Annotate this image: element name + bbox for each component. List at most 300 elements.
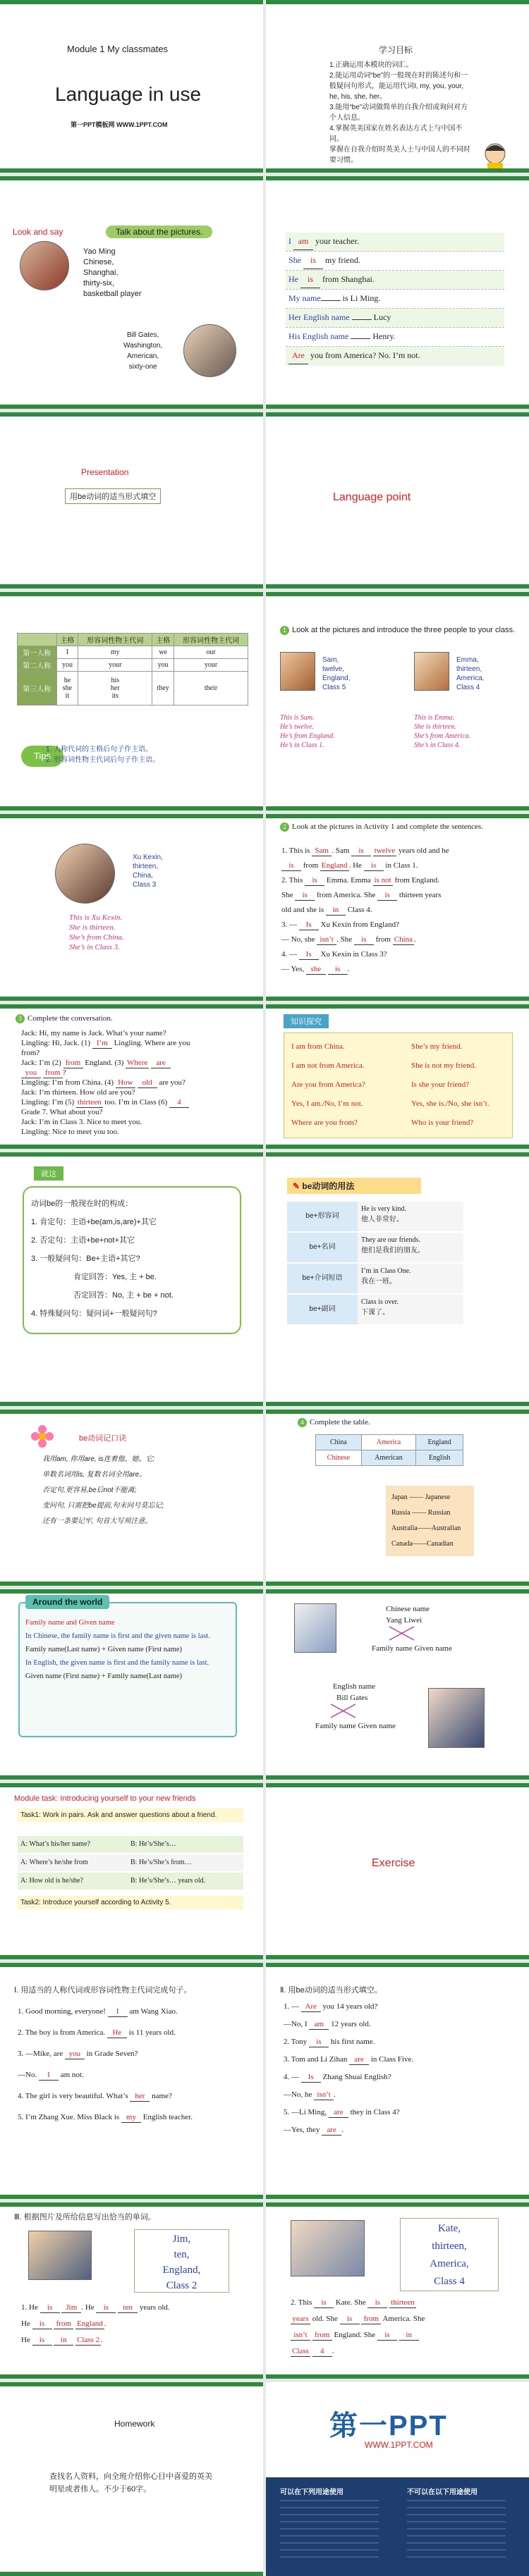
text-segment: am not.: [60, 2071, 84, 2079]
xu-description: [69, 913, 124, 952]
fill-list: [286, 233, 504, 366]
rhyme-line: 我用am, 你用are, is连着他、她、它;: [42, 1455, 155, 1463]
table-header: [18, 634, 248, 646]
cross-arrows-icon: [324, 1702, 366, 1720]
rule: 3. 一般疑问句：Be+主语+其它?: [31, 1255, 140, 1263]
text-segment: She: [281, 891, 293, 899]
knowledge-tag: 知识探究: [284, 1014, 329, 1028]
answer-blank: is: [340, 2314, 360, 2324]
text-line: 他们是我们的朋友。: [361, 1247, 425, 1255]
usage-row: [287, 1295, 463, 1324]
example: I am not from America.: [291, 1061, 365, 1070]
answer-blank: from: [312, 2330, 332, 2341]
top-band: [0, 0, 263, 4]
text-segment: Lingling: I’m from China. (4): [21, 1078, 114, 1087]
text-segment: .: [101, 2336, 103, 2344]
usage-key: be+副词: [287, 1295, 358, 1324]
answer-blank: is: [295, 890, 315, 901]
kate-photo: [291, 2220, 365, 2276]
task2: Task2: Introduce yourself according to Activity 5.: [18, 1896, 243, 1909]
top-band: [0, 1963, 263, 1967]
text-segment: in Grade Seven?: [86, 2050, 138, 2058]
exercise-item: [291, 2330, 419, 2341]
answer-blank: is: [40, 2303, 60, 2313]
flower-icon: [28, 1425, 56, 1448]
example: She’s my friend.: [411, 1042, 463, 1051]
cell: American: [361, 1450, 415, 1466]
text-segment: 3. Tom and Li Zihan: [284, 2055, 348, 2064]
allowed-list: [280, 2500, 379, 2562]
top-band: [0, 2382, 263, 2386]
logo-text: 第一PPT模板网 WWW.1PPT.COM: [71, 121, 168, 128]
exercise-item: [18, 2049, 138, 2059]
usage-title-text: be动词的用法: [302, 1181, 355, 1191]
bottom-band: [266, 1775, 529, 1780]
rhyme-line: 还有一条要记牢, 句首大写须注意。: [42, 1517, 152, 1525]
bottom-band: [266, 1955, 529, 1959]
answer-blank: England: [77, 2319, 103, 2328]
example: Who is your friend?: [411, 1118, 474, 1127]
answer-blank: [352, 319, 372, 320]
slide-name-order: [266, 1589, 529, 1780]
rest: is Li Ming.: [342, 293, 381, 303]
sam-info: [322, 655, 350, 692]
info-line: America,: [430, 2258, 469, 2269]
text-line: 他人非常好。: [361, 1216, 403, 1224]
exercise-heading: Ⅲ. 根据图片及所给信息写出恰当的单词。: [14, 2213, 156, 2221]
answer-blank: Where: [127, 1059, 148, 1067]
cell: you: [152, 659, 174, 672]
step-number: 3: [16, 1014, 25, 1023]
exercise-heading: Ⅰ. 用适当的人称代词或形容词性物主代词完成句子。: [14, 1986, 192, 1995]
sentence-line: [281, 905, 372, 916]
top-band: [0, 1004, 263, 1009]
top-band: [266, 412, 529, 417]
slide-xu-kexin: [0, 814, 263, 1001]
info-line: In Chinese, the family name is first and the given name is last.: [25, 1632, 210, 1640]
exercise-item: [291, 2346, 334, 2357]
top-band: [266, 1963, 529, 1967]
cell: England: [416, 1435, 463, 1450]
top-band: [266, 1152, 529, 1157]
info-line: thirteen,: [432, 2241, 467, 2252]
bottom-band: [0, 405, 263, 409]
answer-blank: England: [321, 861, 348, 870]
table-row: [316, 1435, 463, 1450]
subject: I: [288, 236, 291, 246]
rhyme-title: be动词记口诀: [79, 1434, 127, 1443]
text-segment: years old.: [139, 2303, 170, 2312]
answer-blank: He: [107, 2028, 127, 2038]
jim-info-card: [134, 2229, 229, 2293]
answer-blank: [321, 300, 341, 301]
text-segment: — Yes,: [281, 965, 305, 973]
slide-presentation: [0, 412, 263, 588]
text-segment: in Class Five.: [370, 2055, 414, 2064]
answer-blank: my: [121, 2112, 141, 2123]
text-segment: .: [341, 2126, 343, 2134]
text-segment: ?: [62, 1068, 66, 1077]
info-box: [18, 1597, 237, 1737]
slide-knowledge: [266, 1004, 529, 1149]
bottom-band: [266, 2374, 529, 2379]
slide-exercise-2: [266, 1963, 529, 2199]
answer-blank: from: [361, 2314, 381, 2324]
info-line: Washington,: [123, 342, 163, 350]
text-segment: —No, he: [284, 2090, 312, 2099]
example: She is not my friend.: [411, 1061, 476, 1070]
task-instruction: [16, 1014, 113, 1023]
step-number: 4: [298, 1418, 307, 1427]
objective: 3.能用“be”动词做简单的自我介绍或询问对方个人信息。: [329, 104, 468, 122]
text-segment: from America. She: [317, 891, 376, 899]
cell: China: [316, 1435, 362, 1450]
table-row: [18, 672, 248, 705]
module-label: Module 1 My classmates: [67, 44, 169, 54]
xu-kexin-photo: [55, 844, 115, 904]
bottom-band: [266, 997, 529, 1001]
sentence-line: [281, 964, 349, 975]
right-column: [411, 1037, 490, 1133]
text-segment: Lingling. Where are you: [114, 1039, 190, 1047]
answer-blank: Are: [288, 347, 308, 364]
text-segment: Jack: Hi, my name is Jack. What’s your name?: [21, 1029, 166, 1037]
answer-blank: Is: [299, 949, 319, 960]
text-segment: Yang: [386, 1616, 402, 1625]
bottom-band: [0, 1955, 263, 1959]
info-line: Class 3: [133, 881, 157, 889]
desc-line: He’s twelve.: [280, 723, 315, 731]
answer-blank: 4: [169, 1097, 189, 1108]
presentation-label: Presentation: [81, 467, 129, 477]
talk-pill: Talk about the pictures.: [106, 226, 212, 238]
text-segment: they in Class 4?: [350, 2108, 400, 2116]
bottom-band: [0, 1582, 263, 1586]
text-segment: Grade 7. What about you?: [21, 1108, 103, 1116]
text-segment: 1. He: [21, 2303, 38, 2312]
info-line: sixty-one: [128, 363, 157, 371]
yang-liwei-photo: [294, 1603, 336, 1653]
text-segment: England. (3): [85, 1059, 124, 1067]
answer-blank: thirteen: [391, 2298, 415, 2307]
info-line: Sam,: [322, 656, 339, 664]
emma-info: [456, 655, 484, 692]
text-line: B: He’s/She’s…: [130, 1840, 176, 1848]
text-line: Class is over.: [361, 1298, 399, 1306]
answer-blank: [351, 338, 370, 339]
usage-row: [287, 1233, 463, 1262]
slide-pronoun-table: [0, 592, 263, 811]
answer-blank: ten: [118, 2303, 138, 2313]
rest: Lucy: [373, 312, 391, 322]
slide-exercise-3b: [266, 2202, 529, 2379]
dialog-line: [21, 1078, 186, 1088]
slide-title-text: Language in use: [55, 83, 202, 105]
text-segment: 12 years old.: [331, 2020, 371, 2028]
text-segment: — No, she: [281, 935, 315, 944]
cell: your: [78, 659, 152, 672]
tip-line: 2. 形容词性物主代词后句子作主语。: [46, 756, 160, 764]
task1: Task1: Work in pairs. Ask and answer questions about a friend.: [18, 1808, 243, 1822]
cell: his her its: [78, 672, 152, 705]
text-segment: Liwei: [403, 1616, 422, 1625]
info-line: Jim,: [172, 2233, 191, 2245]
desc-line: She’s in Class 4.: [414, 741, 461, 749]
cell: Chinese: [316, 1450, 362, 1466]
exercise-item: [284, 2090, 336, 2100]
pronoun-table: [17, 633, 248, 705]
answer-blank: you: [65, 2049, 85, 2059]
step-number: 2: [280, 822, 289, 832]
info-line: England,: [322, 674, 351, 682]
dialog-line: [21, 1117, 142, 1127]
bottom-band: [0, 806, 263, 811]
emma-description: [414, 713, 470, 750]
subject: His English name: [288, 331, 349, 341]
answer-blank: are: [151, 1058, 171, 1068]
text-segment: years old and he: [398, 846, 449, 855]
sentence-line: [281, 935, 416, 945]
top-band: [266, 1004, 529, 1009]
text-segment: 5. I’m Zhang Xue. Miss Black is: [18, 2113, 120, 2121]
bottom-band: [266, 806, 529, 811]
bottom-band: [0, 1402, 263, 1406]
info-line: England,: [162, 2264, 201, 2276]
info-line: Yao Ming: [83, 247, 116, 256]
brand-url: WWW.1PPT.COM: [365, 2440, 433, 2450]
answer-blank: you: [21, 1068, 41, 1078]
objectives-list: [329, 60, 474, 166]
nationality-pairs: [386, 1486, 474, 1556]
dialog-line: [21, 1097, 189, 1108]
answer-blank: is: [351, 846, 371, 856]
text-segment: . Sam: [332, 846, 350, 855]
answer-blank: from: [63, 1058, 83, 1068]
answer-blank: are: [329, 2107, 348, 2118]
info-line: Kate,: [437, 2223, 461, 2234]
bottom-band: [0, 1145, 263, 1149]
text-segment: old. She: [312, 2315, 338, 2323]
exercise-item: [21, 2319, 107, 2329]
answer-blank: in: [54, 2335, 73, 2346]
top-band: [266, 0, 529, 4]
answer-blank: is: [32, 2319, 52, 2329]
answer-blank: in: [399, 2330, 419, 2341]
info-line: Class 4: [434, 2276, 465, 2287]
info-line: Family name(Last name) + Given name (First name): [25, 1646, 182, 1653]
cell: English: [416, 1450, 463, 1466]
nationality-table: [315, 1434, 463, 1466]
top-band: [0, 1783, 263, 1787]
top-band: [0, 592, 263, 596]
dialog-line: [21, 1038, 190, 1049]
text-segment: Given name: [358, 1722, 396, 1730]
text-segment: .: [414, 935, 416, 944]
subject: Her English name: [288, 312, 350, 322]
bottom-band: [266, 1145, 529, 1149]
info-line: Given name (First name) + Family name(Last name): [25, 1672, 182, 1680]
usage-title: ✎ be动词的用法: [287, 1178, 421, 1194]
header-cell: 形容词性物主代词: [78, 634, 152, 646]
answer-blank: Class: [291, 2346, 310, 2357]
bottom-band: [0, 168, 263, 173]
header-cell: 形容词性物主代词: [174, 634, 248, 646]
desc-line: She’s from America.: [414, 732, 471, 740]
slide-complete-sentences: [266, 814, 529, 1001]
text-line: They are our friends.: [361, 1236, 420, 1244]
top-band: [266, 814, 529, 818]
task-text: Look at the pictures and introduce the three people to your class.: [292, 626, 516, 634]
subject: My name: [288, 293, 321, 303]
top-band: [0, 2202, 263, 2207]
text-segment: in Class 1.: [385, 861, 418, 870]
presentation-sub: 用be动词的适当形式填空: [65, 488, 161, 504]
top-band: [266, 592, 529, 596]
text-segment: from: [375, 935, 391, 944]
answer-blank: from: [54, 2319, 73, 2329]
answer-blank: am: [293, 233, 313, 250]
cell: our: [174, 646, 248, 659]
answer-blank: she: [306, 964, 326, 975]
jim-photo: [28, 2231, 92, 2280]
top-band: [0, 1410, 263, 1414]
text-segment: am Wang Xiao.: [129, 2007, 178, 2016]
fill-row: [286, 309, 504, 328]
example: Yes, she is./No, she isn’t.: [411, 1099, 490, 1108]
text-segment: Xu Kexin in Class 3?: [320, 950, 387, 959]
text-line: I’m in Class One.: [361, 1267, 411, 1275]
text-segment: you 14 years old?: [322, 2002, 378, 2011]
english-name-label: English name: [333, 1682, 376, 1691]
answer-blank: her: [130, 2091, 150, 2102]
text-segment: .: [347, 965, 350, 973]
exercise-item: [18, 2007, 178, 2017]
chinese-name-example: [386, 1616, 422, 1625]
usage-forbidden: 不可以在以下用途使用: [407, 2489, 478, 2496]
answer-blank: am: [309, 2019, 329, 2030]
answer-blank: is: [314, 2298, 334, 2308]
objective: 2.能运用动词“be”的一般现在时的陈述句和一般疑问句形式，能运用代词I, my, you, your, he, his, she, her。: [329, 72, 468, 101]
usage-row: [287, 1264, 463, 1293]
fill-row: [286, 233, 504, 252]
rest: Henry.: [372, 331, 396, 341]
subject: She: [288, 255, 301, 265]
qa-row: [18, 1836, 243, 1853]
task-text: Complete the table.: [310, 1418, 370, 1426]
usage-allowed: 可以在下列用途使用: [280, 2489, 343, 2496]
slide-complete-table: [266, 1410, 529, 1586]
text-segment: Bill: [336, 1694, 348, 1702]
text-segment: is 11 years old.: [128, 2028, 176, 2037]
cross-arrows-icon: [382, 1625, 425, 1642]
fill-row: [286, 328, 504, 347]
text-segment: Kate. She: [335, 2298, 366, 2307]
dialog-line: [21, 1068, 66, 1078]
homework-title: Homework: [114, 2419, 155, 2429]
text-segment: .: [104, 2319, 107, 2328]
text-segment: 2. This: [291, 2298, 312, 2307]
slide-module-task: [0, 1783, 263, 1959]
exercise-item: [291, 2298, 416, 2308]
answer-blank: isn’t: [317, 935, 336, 945]
answer-blank: I: [108, 2007, 128, 2017]
desc-line: This is Sam.: [280, 714, 315, 722]
answer-blank: I’m: [92, 1038, 112, 1049]
text-segment: .: [332, 2347, 334, 2355]
top-band: [266, 2202, 529, 2207]
text-segment: Class 4.: [347, 906, 372, 914]
answer-blank: is: [367, 2298, 387, 2308]
cell: your: [174, 659, 248, 672]
text-segment: Family name: [372, 1644, 413, 1653]
text-segment: 3. —: [281, 920, 297, 929]
rest: your teacher.: [315, 236, 359, 246]
row-head: 第二人称: [18, 659, 57, 672]
bottom-band: [266, 405, 529, 409]
text-line: B: He’s/She’s… years old.: [130, 1877, 206, 1885]
info-line: Class 2: [166, 2280, 197, 2291]
dialog-line: [21, 1107, 103, 1117]
info-line: American,: [127, 352, 159, 360]
info-line: Shanghai,: [83, 269, 118, 277]
brand-footer: [266, 2477, 529, 2576]
desc-line: She’s from China.: [69, 933, 124, 942]
top-band: [266, 1410, 529, 1414]
task-text: Look at the pictures in Activity 1 and complete the sentences.: [292, 822, 483, 831]
slide-summary: [0, 1152, 263, 1406]
exercise-item: [284, 2125, 343, 2136]
answer-blank: is: [354, 935, 374, 945]
info-line: China,: [133, 872, 153, 880]
tips-badge: Tips: [21, 746, 63, 767]
cell: he she it: [56, 672, 78, 705]
text-segment: are you?: [159, 1078, 186, 1087]
pair: Canada——Canadian: [391, 1540, 454, 1548]
name-order-labels: [372, 1644, 452, 1653]
answer-blank: from: [43, 1068, 63, 1078]
bottom-band: [266, 2195, 529, 2199]
sam-description: [280, 713, 335, 750]
row-head: 第三人称: [18, 672, 57, 705]
usage-key: be+形容词: [287, 1202, 358, 1231]
answer-blank: in: [326, 905, 346, 916]
yao-ming-photo: [20, 241, 69, 290]
fill-row: [286, 347, 504, 366]
rest: you from America? No. I’m not.: [310, 350, 420, 360]
xu-info: [133, 853, 163, 889]
text-segment: English teacher.: [142, 2113, 193, 2121]
exercise-item: [284, 2037, 375, 2047]
rhyme-lines: [42, 1452, 205, 1529]
answer-blank: Jim: [61, 2303, 81, 2313]
rest: from Shanghai.: [322, 274, 375, 284]
text-segment: . She: [336, 935, 353, 944]
answer-blank: years: [291, 2314, 310, 2324]
bill-gates-photo: [428, 1688, 485, 1748]
slide-around-the-world: [0, 1589, 263, 1780]
usage-key: be+介词短语: [287, 1264, 358, 1293]
slide-be-usage: [266, 1152, 529, 1406]
rhyme-line: 单数名词用is, 复数名词全用are。: [42, 1471, 147, 1479]
table-row: [18, 659, 248, 672]
answer-blank: is: [377, 890, 397, 901]
text-segment: from: [303, 861, 319, 870]
table-row: [316, 1450, 463, 1466]
text-segment: Jack: I’m thirteen. How old are you?: [21, 1088, 135, 1097]
text-segment: name?: [152, 2092, 172, 2100]
answer-blank: is: [96, 2303, 116, 2313]
text-segment: too. I’m in Class (6): [104, 1098, 168, 1107]
